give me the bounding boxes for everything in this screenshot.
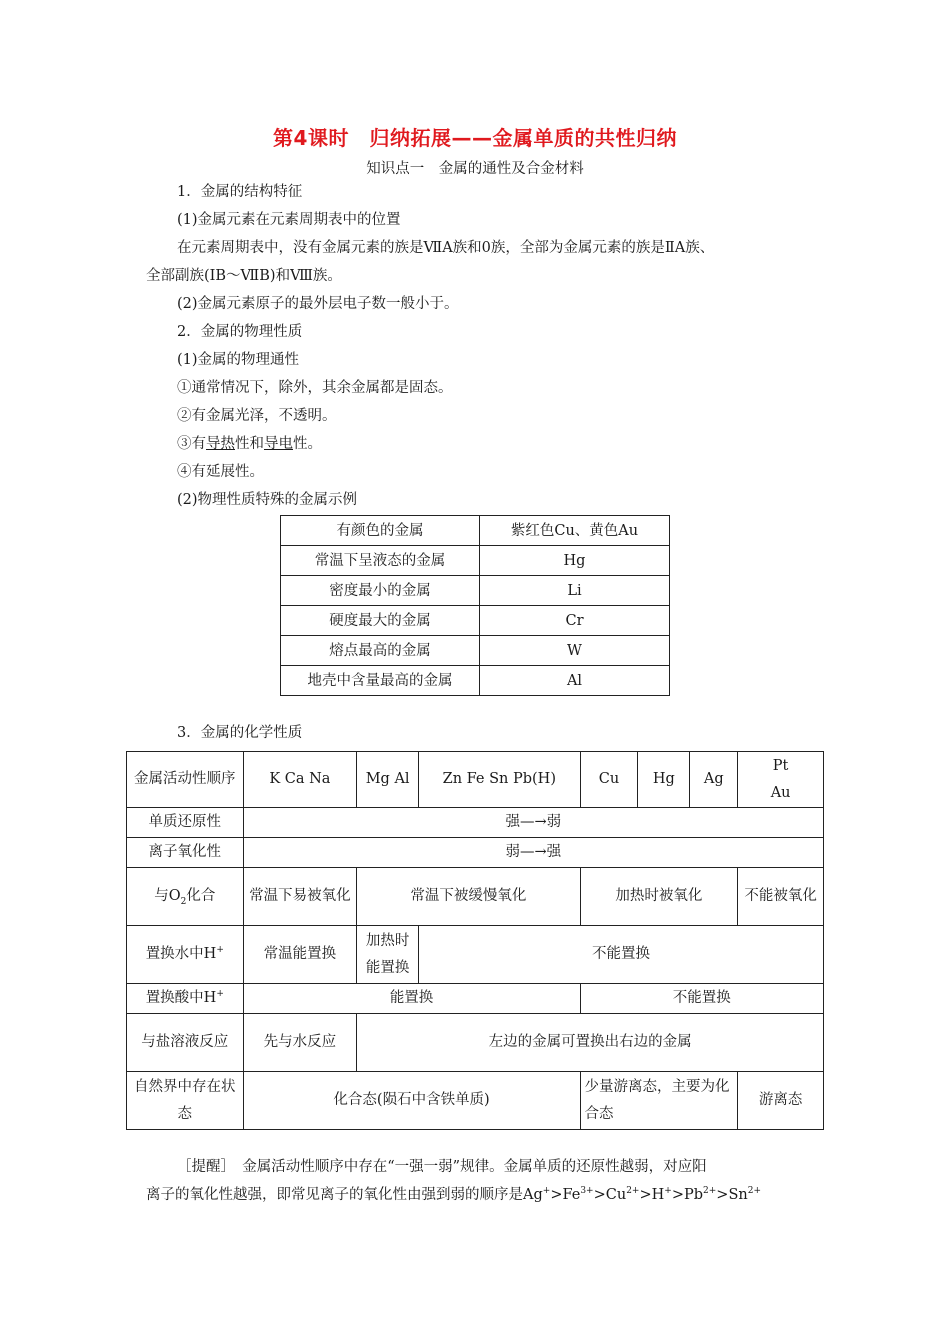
note-paragraph: [146, 1185, 761, 1205]
table-cell: [738, 752, 824, 808]
table-row: [281, 606, 670, 636]
heading-physical: 2．金属的物理性质: [177, 324, 303, 340]
superscript: 2+: [626, 1186, 640, 1197]
table-cell: 常温下被缓慢氧化: [357, 868, 580, 926]
cell-line: Au: [770, 784, 791, 801]
table-cell: 先与水反应: [243, 1014, 357, 1072]
table-cell: W: [480, 636, 670, 666]
table-cell: 能置换: [243, 984, 580, 1014]
table-row: [281, 666, 670, 696]
superscript: +: [216, 945, 224, 956]
chemical-properties-table: [126, 751, 824, 1130]
table-cell: Cr: [480, 606, 670, 636]
table-cell: Ag: [690, 752, 738, 808]
table-cell: 常温下呈液态的金属: [281, 546, 480, 576]
table-cell: 加热时被氧化: [580, 868, 738, 926]
table-row: [127, 752, 824, 808]
note-paragraph: ［提醒］ 金属活动性顺序中存在“一强一弱”规律。金属单质的还原性越弱，对应阳: [177, 1159, 707, 1175]
superscript: 2+: [747, 1186, 761, 1197]
subscript: 2: [180, 896, 187, 907]
table-row: [281, 546, 670, 576]
text: 置换水中H: [145, 946, 217, 962]
text: >H: [639, 1187, 665, 1203]
table-row: [281, 636, 670, 666]
text: 性和: [235, 436, 264, 452]
row-label: [127, 868, 244, 926]
list-item: ①通常情况下，除外，其余金属都是固态。: [177, 380, 453, 396]
section-subtitle: 知识点一 金属的通性及合金材料: [366, 161, 584, 177]
text: >Sn: [716, 1187, 748, 1203]
table-cell: 密度最小的金属: [281, 576, 480, 606]
table-row: [127, 838, 824, 868]
table-cell: K Ca Na: [243, 752, 357, 808]
superscript: +: [216, 989, 224, 1000]
paragraph: (1)金属元素在元素周期表中的位置: [177, 212, 401, 228]
table-cell: 硬度最大的金属: [281, 606, 480, 636]
table-row: [127, 926, 824, 984]
text: 离子的氧化性越强，即常见离子的氧化性由强到弱的顺序是Ag: [146, 1187, 543, 1203]
paragraph: (1)金属的物理通性: [177, 352, 300, 368]
text: >Fe: [550, 1187, 581, 1203]
table-cell: 常温下易被氧化: [243, 868, 357, 926]
paragraph: (2)物理性质特殊的金属示例: [177, 492, 358, 508]
text: >Pb: [671, 1187, 704, 1203]
superscript: +: [664, 1186, 672, 1197]
row-label: [127, 984, 244, 1014]
table-cell: 地壳中含量最高的金属: [281, 666, 480, 696]
text: 与O: [154, 888, 181, 904]
heading-structure: 1．金属的结构特征: [177, 184, 303, 200]
table-cell: Mg Al: [357, 752, 419, 808]
table-cell: Hg: [638, 752, 690, 808]
table-cell: 常温能置换: [243, 926, 357, 984]
row-label: [127, 926, 244, 984]
table-cell: Al: [480, 666, 670, 696]
table-row: [127, 1014, 824, 1072]
list-item: ②有金属光泽，不透明。: [177, 408, 337, 424]
heading-chemical: 3．金属的化学性质: [177, 725, 303, 741]
table-cell: 不能置换: [419, 926, 824, 984]
table-cell: Zn Fe Sn Pb(H): [419, 752, 580, 808]
page-title: 第4课时 归纳拓展——金属单质的共性归纳: [273, 126, 677, 150]
row-label: 金属活动性顺序: [127, 752, 244, 808]
superscript: 3+: [580, 1186, 594, 1197]
table-cell: 游离态: [738, 1072, 824, 1130]
underlined-term: 导电: [264, 436, 293, 452]
cell-line: Pt: [772, 757, 789, 774]
text: ③有: [177, 436, 206, 452]
table-cell: 少量游离态，主要为化合态: [580, 1072, 738, 1130]
table-row: [281, 516, 670, 546]
table-cell: 熔点最高的金属: [281, 636, 480, 666]
table-cell: Li: [480, 576, 670, 606]
table-cell: 强—→弱: [243, 808, 823, 838]
table-row: [281, 576, 670, 606]
paragraph: (2)金属元素原子的最外层电子数一般小于。: [177, 296, 459, 312]
row-label: 与盐溶液反应: [127, 1014, 244, 1072]
table-cell: Hg: [480, 546, 670, 576]
superscript: 2+: [703, 1186, 717, 1197]
text: 性。: [293, 436, 322, 452]
list-item: [177, 434, 322, 454]
row-label: 单质还原性: [127, 808, 244, 838]
table-cell: 有颜色的金属: [281, 516, 480, 546]
table-cell: 弱—→强: [243, 838, 823, 868]
table-cell: 左边的金属可置换出右边的金属: [357, 1014, 824, 1072]
table-cell: 化合态(陨石中含铁单质): [243, 1072, 580, 1130]
special-metals-table: [280, 515, 670, 696]
text: 化合: [186, 888, 216, 904]
text: 置换酸中H: [145, 990, 217, 1006]
table-cell: 不能置换: [580, 984, 823, 1014]
table-cell: 紫红色Cu、黄色Au: [480, 516, 670, 546]
table-row: [127, 1072, 824, 1130]
table-cell: Cu: [580, 752, 638, 808]
table-row: [127, 808, 824, 838]
paragraph: 全部副族(ⅠB～ⅦB)和Ⅷ族。: [146, 268, 342, 284]
row-label: 离子氧化性: [127, 838, 244, 868]
table-row: [127, 868, 824, 926]
underlined-term: 导热: [206, 436, 235, 452]
superscript: +: [542, 1186, 551, 1197]
list-item: ④有延展性。: [177, 464, 264, 480]
table-cell: 加热时能置换: [357, 926, 419, 984]
table-row: [127, 984, 824, 1014]
row-label: 自然界中存在状态: [127, 1072, 244, 1130]
table-cell: 不能被氧化: [738, 868, 824, 926]
paragraph: 在元素周期表中，没有金属元素的族是ⅦA族和0族，全部为金属元素的族是ⅡA族、: [177, 240, 715, 256]
text: >Cu: [593, 1187, 627, 1203]
